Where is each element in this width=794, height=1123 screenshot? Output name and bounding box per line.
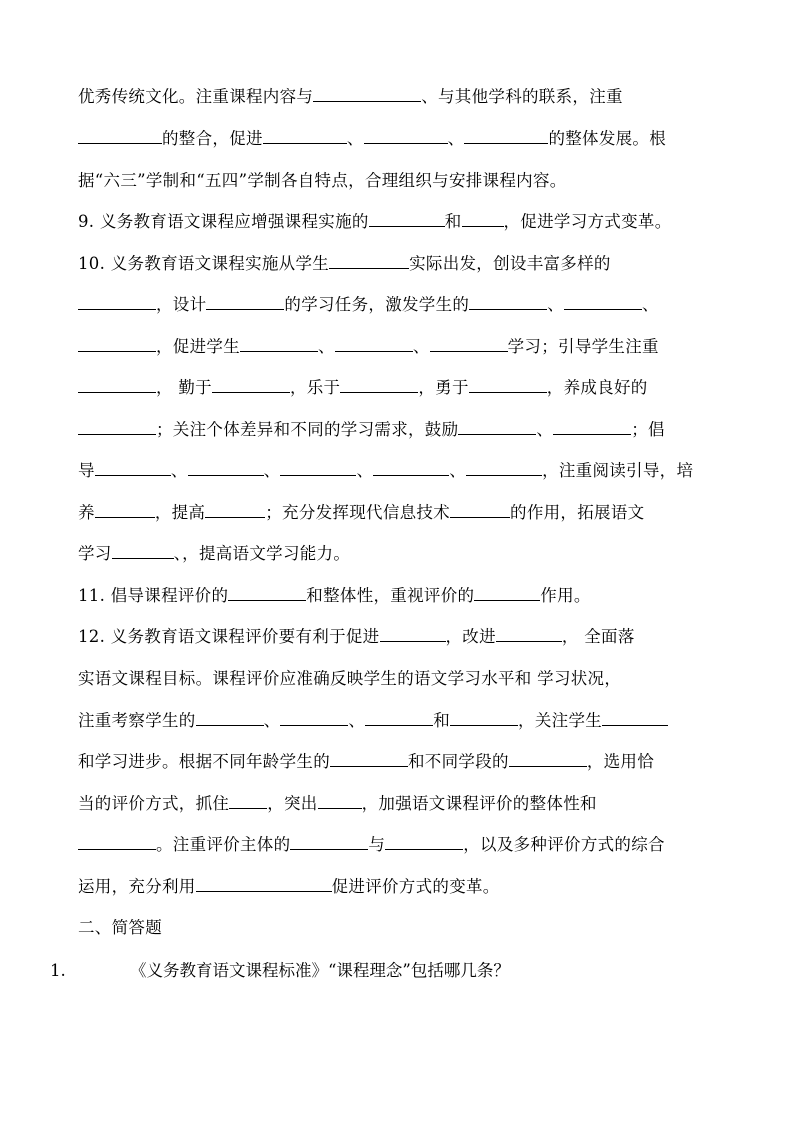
text-run: 、 (412, 337, 430, 356)
text-run: 和 (433, 711, 451, 730)
text-line (78, 207, 723, 237)
text-run: 的学习任务，激发学生的 (284, 295, 470, 314)
text-run: 11. 倡导课程评价的 (78, 586, 229, 605)
text-run: 和整体性，重视评价的 (306, 586, 475, 605)
fill-blank (474, 582, 540, 601)
fill-blank (329, 250, 409, 269)
text-run: ， 全面落 (561, 627, 635, 646)
text-run: ，促进学生 (156, 337, 240, 356)
text-run: ，选用恰 (586, 752, 655, 771)
text-run: 9. 义务教育语文课程应增强课程实施的 (78, 212, 369, 231)
fill-blank (450, 499, 510, 518)
fill-blank (112, 540, 174, 559)
fill-blank (280, 707, 348, 726)
text-line (78, 706, 723, 736)
text-run: 的整体发展。根 (548, 129, 667, 148)
fill-blank (496, 623, 562, 642)
text-run: ，勇于 (418, 378, 469, 397)
text-run: ， 勤于 (156, 378, 212, 397)
fill-blank (385, 831, 463, 850)
fill-blank (602, 707, 668, 726)
fill-blank (364, 125, 448, 144)
fill-blank (205, 499, 265, 518)
fill-blank (365, 707, 433, 726)
text-run: ，以及多种评价方式的综合 (463, 835, 665, 854)
text-line (78, 747, 723, 777)
text-run: 12. 义务教育语文课程评价要有利于促进 (78, 627, 380, 646)
fill-blank (78, 374, 156, 393)
text-run: 10. 义务教育语文课程实施从学生 (78, 254, 330, 273)
fill-blank (196, 707, 264, 726)
text-run: 、 (642, 295, 659, 314)
fill-blank (335, 333, 413, 352)
text-run: ，关注学生 (518, 711, 603, 730)
text-run: 、 (447, 129, 465, 148)
text-run: ，提高 (154, 503, 206, 522)
question-number: 1. (50, 961, 66, 980)
text-run: 。注重评价主体的 (156, 835, 291, 854)
text-run: 和学习进步。根据不同年龄学生的 (78, 752, 330, 771)
text-run: ，注重阅读引导，培 (542, 461, 694, 480)
text-run: ；关注个体差异和不同的学习需求，鼓励 (156, 420, 459, 439)
fill-blank (212, 374, 290, 393)
fill-blank (240, 333, 318, 352)
text-run: 、 (346, 129, 364, 148)
text-run: ，加强语文课程评价的整体性和 (361, 794, 597, 813)
text-line (78, 789, 723, 819)
fill-blank (469, 374, 547, 393)
fill-blank (188, 457, 264, 476)
fill-blank (206, 291, 284, 310)
text-run: 实际出发，创设丰富多样的 (409, 254, 611, 273)
text-run: 、 (348, 711, 366, 730)
fill-blank (78, 416, 156, 435)
text-run: ，改进 (445, 627, 496, 646)
fill-blank (462, 208, 504, 227)
text-line (78, 166, 723, 196)
text-run: 、 (536, 420, 554, 439)
fill-blank (464, 125, 548, 144)
fill-blank (430, 333, 508, 352)
text-run: 、 (449, 461, 467, 480)
text-line (78, 872, 723, 902)
text-run: 促进评价方式的变革。 (331, 877, 500, 896)
fill-blank (458, 416, 536, 435)
section-heading (78, 913, 723, 943)
fill-blank (509, 748, 587, 767)
text-line (78, 539, 723, 569)
fill-blank (380, 623, 446, 642)
text-run: 、，提高语文学习能力。 (173, 544, 351, 563)
text-run: 导 (78, 461, 95, 480)
text-run: 与 (368, 835, 386, 854)
text-line (78, 290, 723, 320)
text-run: 据“六三”学制和“五四”学制各自特点，合理组织与安排课程内容。 (78, 171, 567, 190)
text-line (78, 830, 723, 860)
fill-blank (373, 457, 449, 476)
text-run: 优秀传统文化。注重课程内容与 (78, 87, 314, 106)
fill-blank (78, 831, 156, 850)
text-run: ，设计 (156, 295, 207, 314)
text-run: 学习；引导学生注重 (507, 337, 659, 356)
text-run: 、 (263, 711, 281, 730)
fill-blank (553, 416, 631, 435)
text-run: 、 (547, 295, 565, 314)
fill-blank (466, 457, 542, 476)
text-run: 和不同学段的 (408, 752, 509, 771)
text-line (78, 82, 723, 112)
text-run: 实语文课程目标。课程评价应准确反映学生的语文学习水平和 学习状况， (78, 669, 622, 688)
text-run: 、 (318, 337, 335, 356)
fill-blank (330, 748, 408, 767)
text-run: 当的评价方式，抓住 (78, 794, 230, 813)
text-run: 学习 (78, 544, 112, 563)
text-run: 养 (78, 503, 95, 522)
fill-blank (469, 291, 547, 310)
fill-blank (318, 790, 362, 809)
question-text: 《义务教育语文课程标准》“课程理念”包括哪几条？ (130, 961, 510, 980)
text-run: 、与其他学科的联系，注重 (421, 87, 623, 106)
fill-blank (280, 457, 356, 476)
fill-blank (196, 873, 332, 892)
fill-blank (564, 291, 642, 310)
fill-blank (95, 457, 171, 476)
text-line (78, 373, 723, 403)
text-line (78, 249, 723, 279)
text-run: ；倡 (631, 420, 665, 439)
text-line (78, 332, 723, 362)
fill-blank (290, 831, 368, 850)
text-line (78, 456, 723, 486)
text-run: 二、简答题 (78, 918, 162, 937)
text-line (78, 581, 723, 611)
text-run: 、 (356, 461, 374, 480)
text-line (78, 415, 723, 445)
text-run: 、 (170, 461, 188, 480)
fill-blank (450, 707, 518, 726)
text-run: ；充分发挥现代信息技术 (265, 503, 451, 522)
text-run: 运用，充分利用 (78, 877, 196, 896)
text-run: 的作用，拓展语文 (510, 503, 645, 522)
fill-blank (340, 374, 418, 393)
text-line (78, 664, 723, 694)
text-run: ，促进学习方式变革。 (503, 212, 672, 231)
fill-blank (369, 208, 445, 227)
text-run: 和 (444, 212, 462, 231)
fill-blank (229, 790, 267, 809)
text-line (78, 498, 723, 528)
text-line (78, 124, 723, 154)
text-line (78, 622, 723, 652)
fill-blank (95, 499, 155, 518)
fill-blank (78, 125, 162, 144)
text-run: 的整合，促进 (162, 129, 263, 148)
fill-blank (313, 83, 421, 102)
text-run: ，养成良好的 (546, 378, 648, 397)
fill-blank (263, 125, 347, 144)
text-run: 注重考察学生的 (78, 711, 196, 730)
text-run: 、 (263, 461, 281, 480)
fill-blank (78, 333, 156, 352)
text-run: ，乐于 (289, 378, 341, 397)
text-run: ，突出 (267, 794, 318, 813)
fill-blank (228, 582, 306, 601)
fill-blank (78, 291, 156, 310)
text-run: 作用。 (540, 586, 591, 605)
